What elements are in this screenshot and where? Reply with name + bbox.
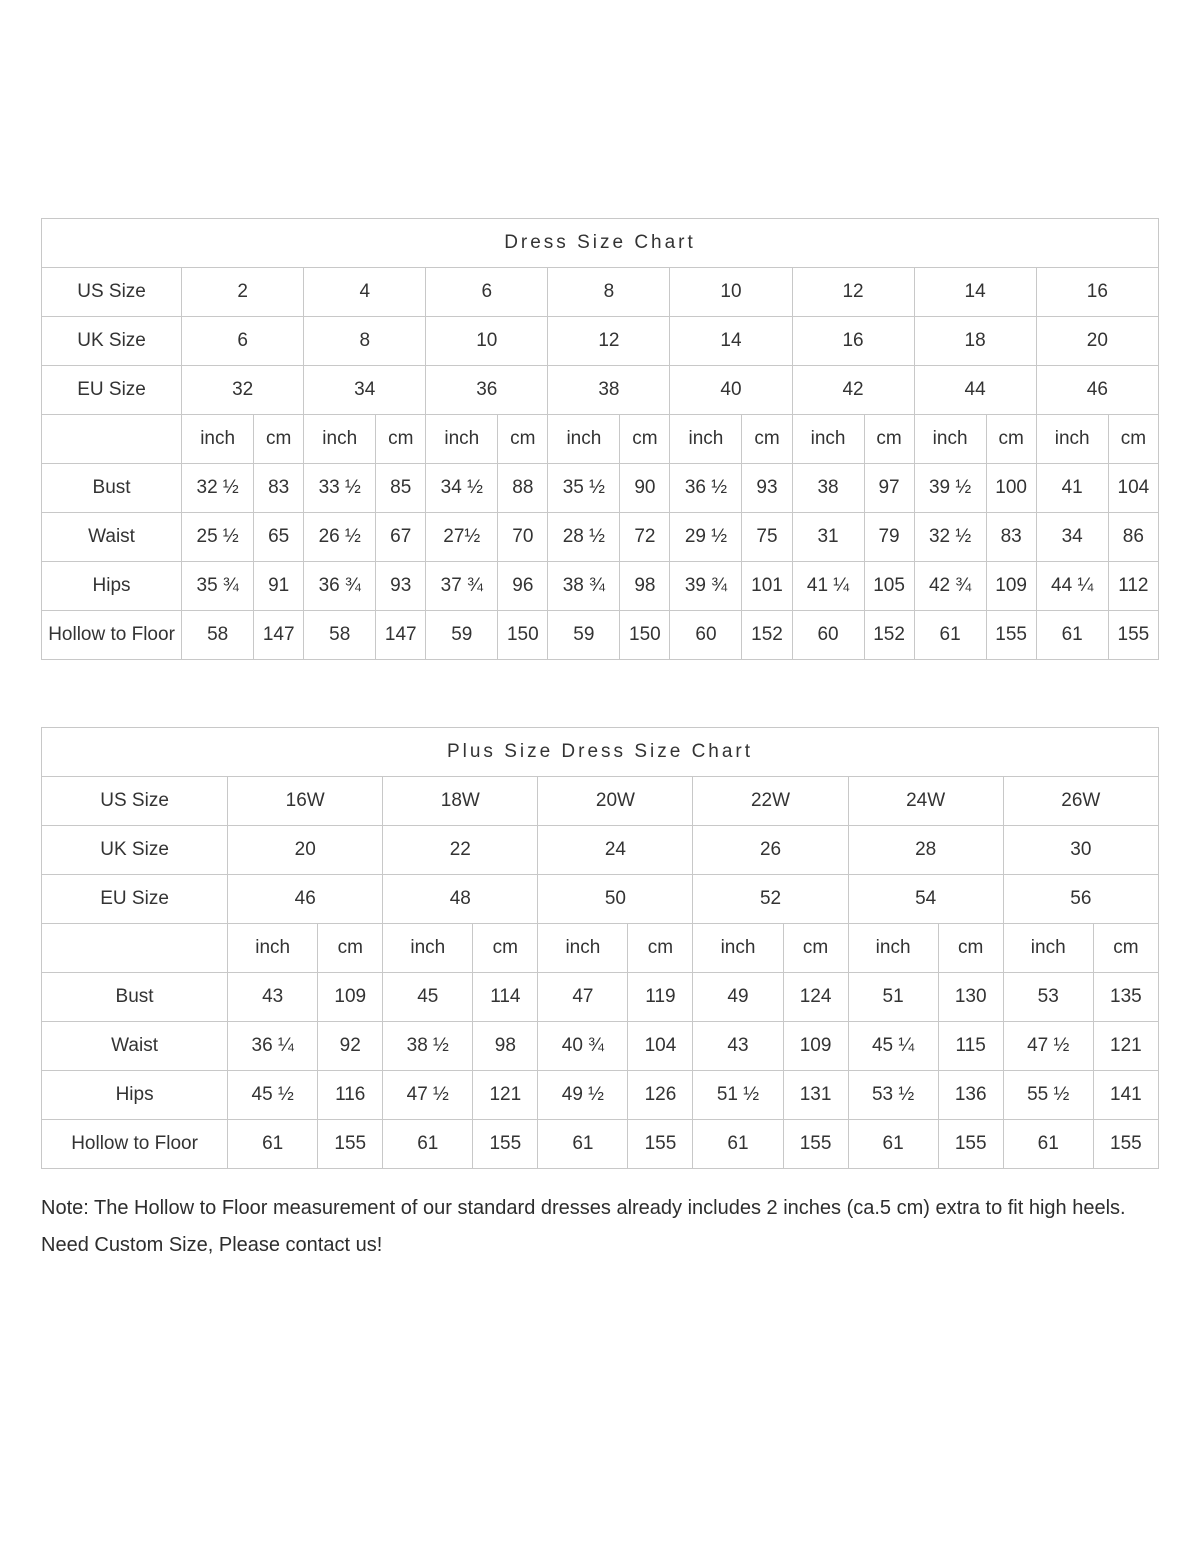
unit-cell: inch <box>792 415 864 464</box>
measure-value-cell: 93 <box>742 464 792 513</box>
measure-value-cell: 147 <box>376 611 426 660</box>
size-value-cell: 44 <box>914 366 1036 415</box>
measure-value-cell: 36 ¼ <box>228 1022 318 1071</box>
unit-cell: cm <box>498 415 548 464</box>
eu-size-row <box>42 875 1159 924</box>
measure-value-cell: 53 ½ <box>848 1071 938 1120</box>
size-value-cell: 46 <box>228 875 383 924</box>
unit-cell: cm <box>628 924 693 973</box>
row-label-cell: Waist <box>42 1022 228 1071</box>
measure-value-cell: 155 <box>1093 1120 1158 1169</box>
row-label-cell: Hips <box>42 1071 228 1120</box>
size-value-cell: 16W <box>228 777 383 826</box>
measure-value-cell: 114 <box>473 973 538 1022</box>
measure-value-cell: 28 ½ <box>548 513 620 562</box>
measure-value-cell: 49 ½ <box>538 1071 628 1120</box>
size-value-cell: 54 <box>848 875 1003 924</box>
footnote-heel-allowance: Note: The Hollow to Floor measurement of our standard dresses already includes 2 inches (ca.5 cm) extra to fit high heels. <box>41 1197 1126 1219</box>
measure-value-cell: 41 <box>1036 464 1108 513</box>
size-value-cell: 20W <box>538 777 693 826</box>
size-value-cell: 46 <box>1036 366 1158 415</box>
unit-cell: inch <box>914 415 986 464</box>
unit-cell: inch <box>1003 924 1093 973</box>
measure-value-cell: 43 <box>693 1022 783 1071</box>
measure-value-cell: 55 ½ <box>1003 1071 1093 1120</box>
uk-size-row <box>42 317 1159 366</box>
size-value-cell: 14 <box>670 317 792 366</box>
measure-value-cell: 109 <box>986 562 1036 611</box>
size-value-cell: 2 <box>182 268 304 317</box>
measure-value-cell: 61 <box>693 1120 783 1169</box>
measure-value-cell: 31 <box>792 513 864 562</box>
measure-value-cell: 38 <box>792 464 864 513</box>
row-label-cell: Hollow to Floor <box>42 611 182 660</box>
size-value-cell: 28 <box>848 826 1003 875</box>
measure-value-cell: 58 <box>182 611 254 660</box>
measure-value-cell: 72 <box>620 513 670 562</box>
measure-value-cell: 97 <box>864 464 914 513</box>
size-value-cell: 38 <box>548 366 670 415</box>
measure-value-cell: 32 ½ <box>182 464 254 513</box>
unit-cell: cm <box>376 415 426 464</box>
measure-value-cell: 61 <box>1003 1120 1093 1169</box>
measure-value-cell: 91 <box>254 562 304 611</box>
unit-cell: cm <box>742 415 792 464</box>
measure-value-cell: 124 <box>783 973 848 1022</box>
size-value-cell: 6 <box>426 268 548 317</box>
unit-cell: cm <box>1093 924 1158 973</box>
measure-value-cell: 155 <box>986 611 1036 660</box>
measure-value-cell: 88 <box>498 464 548 513</box>
row-label-cell: EU Size <box>42 875 228 924</box>
measure-value-cell: 104 <box>628 1022 693 1071</box>
measure-value-cell: 155 <box>628 1120 693 1169</box>
measure-value-cell: 67 <box>376 513 426 562</box>
size-value-cell: 8 <box>548 268 670 317</box>
unit-cell: inch <box>182 415 254 464</box>
measure-value-cell: 155 <box>783 1120 848 1169</box>
size-value-cell: 56 <box>1003 875 1158 924</box>
size-value-cell: 4 <box>304 268 426 317</box>
measure-value-cell: 155 <box>318 1120 383 1169</box>
size-value-cell: 26W <box>1003 777 1158 826</box>
measure-value-cell: 33 ½ <box>304 464 376 513</box>
measure-value-cell: 136 <box>938 1071 1003 1120</box>
size-value-cell: 20 <box>228 826 383 875</box>
measure-value-cell: 59 <box>426 611 498 660</box>
measure-value-cell: 45 ¼ <box>848 1022 938 1071</box>
size-value-cell: 12 <box>548 317 670 366</box>
bust-row <box>42 464 1159 513</box>
unit-header-row <box>42 924 1159 973</box>
measure-value-cell: 32 ½ <box>914 513 986 562</box>
measure-value-cell: 26 ½ <box>304 513 376 562</box>
measure-value-cell: 60 <box>792 611 864 660</box>
measure-value-cell: 109 <box>783 1022 848 1071</box>
measure-value-cell: 27½ <box>426 513 498 562</box>
empty-corner-cell <box>42 924 228 973</box>
measure-value-cell: 35 ¾ <box>182 562 254 611</box>
size-value-cell: 10 <box>670 268 792 317</box>
unit-cell: inch <box>426 415 498 464</box>
unit-cell: inch <box>383 924 473 973</box>
measure-value-cell: 141 <box>1093 1071 1158 1120</box>
unit-cell: inch <box>304 415 376 464</box>
measure-value-cell: 131 <box>783 1071 848 1120</box>
footnote <box>41 1193 1159 1261</box>
measure-value-cell: 112 <box>1108 562 1158 611</box>
measure-value-cell: 47 ½ <box>383 1071 473 1120</box>
empty-corner-cell <box>42 415 182 464</box>
measure-value-cell: 83 <box>254 464 304 513</box>
measure-value-cell: 116 <box>318 1071 383 1120</box>
measure-value-cell: 135 <box>1093 973 1158 1022</box>
row-label-cell: Hips <box>42 562 182 611</box>
measure-value-cell: 150 <box>498 611 548 660</box>
row-label-cell: EU Size <box>42 366 182 415</box>
size-value-cell: 24 <box>538 826 693 875</box>
unit-cell: cm <box>473 924 538 973</box>
unit-cell: inch <box>228 924 318 973</box>
measure-value-cell: 38 ¾ <box>548 562 620 611</box>
measure-value-cell: 61 <box>848 1120 938 1169</box>
row-label-cell: UK Size <box>42 826 228 875</box>
measure-value-cell: 119 <box>628 973 693 1022</box>
unit-cell: inch <box>538 924 628 973</box>
unit-cell: cm <box>864 415 914 464</box>
measure-value-cell: 100 <box>986 464 1036 513</box>
unit-cell: cm <box>254 415 304 464</box>
measure-value-cell: 60 <box>670 611 742 660</box>
measure-value-cell: 152 <box>864 611 914 660</box>
row-label-cell: US Size <box>42 268 182 317</box>
measure-value-cell: 104 <box>1108 464 1158 513</box>
size-value-cell: 6 <box>182 317 304 366</box>
measure-value-cell: 121 <box>1093 1022 1158 1071</box>
measure-value-cell: 45 <box>383 973 473 1022</box>
unit-cell: inch <box>670 415 742 464</box>
measure-value-cell: 39 ¾ <box>670 562 742 611</box>
row-label-cell: Waist <box>42 513 182 562</box>
row-label-cell: UK Size <box>42 317 182 366</box>
us-size-row <box>42 268 1159 317</box>
measure-value-cell: 34 ½ <box>426 464 498 513</box>
measure-value-cell: 37 ¾ <box>426 562 498 611</box>
table-title: Dress Size Chart <box>42 219 1159 268</box>
measure-value-cell: 109 <box>318 973 383 1022</box>
measure-value-cell: 44 ¼ <box>1036 562 1108 611</box>
measure-value-cell: 29 ½ <box>670 513 742 562</box>
measure-value-cell: 85 <box>376 464 426 513</box>
measure-value-cell: 126 <box>628 1071 693 1120</box>
measure-value-cell: 25 ½ <box>182 513 254 562</box>
measure-value-cell: 115 <box>938 1022 1003 1071</box>
measure-value-cell: 98 <box>620 562 670 611</box>
measure-value-cell: 101 <box>742 562 792 611</box>
measure-value-cell: 61 <box>1036 611 1108 660</box>
hollow-to-floor-row <box>42 611 1159 660</box>
measure-value-cell: 83 <box>986 513 1036 562</box>
size-value-cell: 18W <box>383 777 538 826</box>
measure-value-cell: 59 <box>548 611 620 660</box>
size-value-cell: 48 <box>383 875 538 924</box>
measure-value-cell: 96 <box>498 562 548 611</box>
unit-cell: inch <box>1036 415 1108 464</box>
measure-value-cell: 39 ½ <box>914 464 986 513</box>
measure-value-cell: 40 ¾ <box>538 1022 628 1071</box>
size-value-cell: 50 <box>538 875 693 924</box>
size-value-cell: 20 <box>1036 317 1158 366</box>
measure-value-cell: 38 ½ <box>383 1022 473 1071</box>
measure-value-cell: 121 <box>473 1071 538 1120</box>
row-label-cell: Bust <box>42 464 182 513</box>
table-title: Plus Size Dress Size Chart <box>42 728 1159 777</box>
measure-value-cell: 51 ½ <box>693 1071 783 1120</box>
measure-value-cell: 51 <box>848 973 938 1022</box>
measure-value-cell: 43 <box>228 973 318 1022</box>
bust-row <box>42 973 1159 1022</box>
row-label-cell: US Size <box>42 777 228 826</box>
measure-value-cell: 61 <box>538 1120 628 1169</box>
measure-value-cell: 98 <box>473 1022 538 1071</box>
measure-value-cell: 61 <box>228 1120 318 1169</box>
row-label-cell: Bust <box>42 973 228 1022</box>
measure-value-cell: 155 <box>473 1120 538 1169</box>
measure-value-cell: 41 ¼ <box>792 562 864 611</box>
unit-cell: cm <box>986 415 1036 464</box>
measure-value-cell: 36 ¾ <box>304 562 376 611</box>
size-value-cell: 16 <box>1036 268 1158 317</box>
measure-value-cell: 150 <box>620 611 670 660</box>
us-size-row <box>42 777 1159 826</box>
row-label-cell: Hollow to Floor <box>42 1120 228 1169</box>
size-value-cell: 12 <box>792 268 914 317</box>
unit-cell: inch <box>693 924 783 973</box>
unit-cell: cm <box>938 924 1003 973</box>
size-value-cell: 18 <box>914 317 1036 366</box>
unit-header-row <box>42 415 1159 464</box>
size-value-cell: 52 <box>693 875 848 924</box>
size-value-cell: 26 <box>693 826 848 875</box>
hips-row <box>42 562 1159 611</box>
plus-size-chart-table <box>41 727 1159 1169</box>
dress-size-chart-table <box>41 218 1159 660</box>
measure-value-cell: 58 <box>304 611 376 660</box>
title-row <box>42 219 1159 268</box>
footnote-custom-size: Need Custom Size, Please contact us! <box>41 1234 383 1256</box>
title-row <box>42 728 1159 777</box>
unit-cell: cm <box>318 924 383 973</box>
size-value-cell: 32 <box>182 366 304 415</box>
size-value-cell: 30 <box>1003 826 1158 875</box>
size-value-cell: 8 <box>304 317 426 366</box>
unit-cell: cm <box>620 415 670 464</box>
measure-value-cell: 130 <box>938 973 1003 1022</box>
size-value-cell: 22 <box>383 826 538 875</box>
measure-value-cell: 61 <box>914 611 986 660</box>
size-value-cell: 40 <box>670 366 792 415</box>
size-value-cell: 16 <box>792 317 914 366</box>
hips-row <box>42 1071 1159 1120</box>
size-value-cell: 34 <box>304 366 426 415</box>
measure-value-cell: 92 <box>318 1022 383 1071</box>
measure-value-cell: 75 <box>742 513 792 562</box>
waist-row <box>42 513 1159 562</box>
waist-row <box>42 1022 1159 1071</box>
measure-value-cell: 35 ½ <box>548 464 620 513</box>
measure-value-cell: 147 <box>254 611 304 660</box>
measure-value-cell: 152 <box>742 611 792 660</box>
eu-size-row <box>42 366 1159 415</box>
measure-value-cell: 53 <box>1003 973 1093 1022</box>
unit-cell: cm <box>1108 415 1158 464</box>
unit-cell: inch <box>548 415 620 464</box>
measure-value-cell: 79 <box>864 513 914 562</box>
unit-cell: inch <box>848 924 938 973</box>
measure-value-cell: 36 ½ <box>670 464 742 513</box>
size-value-cell: 10 <box>426 317 548 366</box>
measure-value-cell: 47 <box>538 973 628 1022</box>
measure-value-cell: 90 <box>620 464 670 513</box>
size-value-cell: 22W <box>693 777 848 826</box>
measure-value-cell: 155 <box>1108 611 1158 660</box>
unit-cell: cm <box>783 924 848 973</box>
size-value-cell: 36 <box>426 366 548 415</box>
size-value-cell: 24W <box>848 777 1003 826</box>
uk-size-row <box>42 826 1159 875</box>
measure-value-cell: 42 ¾ <box>914 562 986 611</box>
measure-value-cell: 47 ½ <box>1003 1022 1093 1071</box>
measure-value-cell: 70 <box>498 513 548 562</box>
measure-value-cell: 93 <box>376 562 426 611</box>
measure-value-cell: 86 <box>1108 513 1158 562</box>
hollow-to-floor-row <box>42 1120 1159 1169</box>
measure-value-cell: 45 ½ <box>228 1071 318 1120</box>
measure-value-cell: 49 <box>693 973 783 1022</box>
measure-value-cell: 155 <box>938 1120 1003 1169</box>
size-value-cell: 14 <box>914 268 1036 317</box>
size-value-cell: 42 <box>792 366 914 415</box>
measure-value-cell: 61 <box>383 1120 473 1169</box>
measure-value-cell: 65 <box>254 513 304 562</box>
measure-value-cell: 105 <box>864 562 914 611</box>
measure-value-cell: 34 <box>1036 513 1108 562</box>
